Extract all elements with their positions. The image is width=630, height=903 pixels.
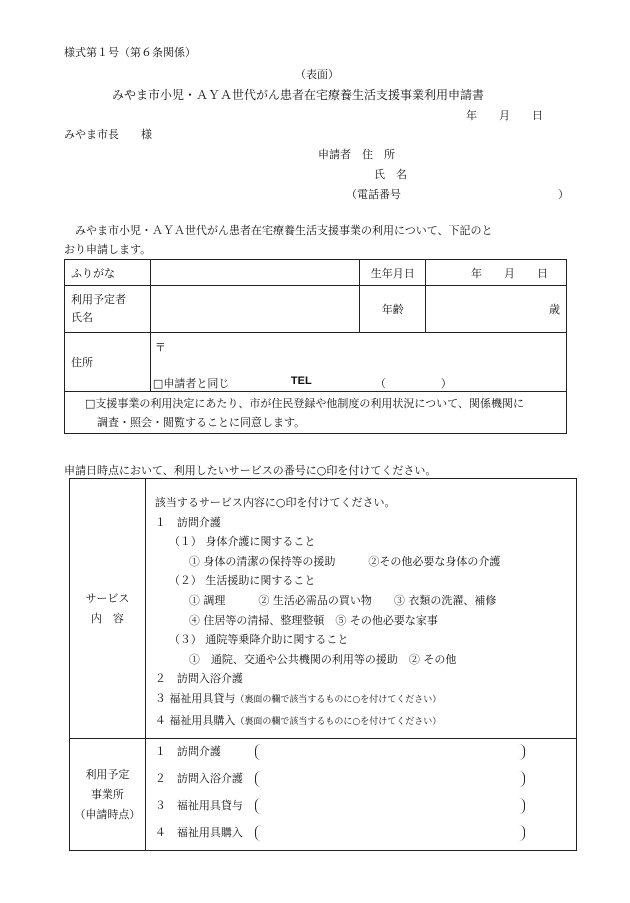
furigana-input-cell[interactable] [150,260,359,286]
service-sub-3[interactable]: （３） 通院等乗降介助に関すること [168,633,349,647]
form-number: 様式第１号（第６条関係） [64,46,196,59]
consent-text-1: □支援事業の利用決定にあたり、市が住民登録や他制度の利用状況について、関係機関に [85,396,524,410]
service-content-cell [145,479,576,739]
consent-text-2: 調査・照会・閲覧することに同意します。 [97,415,306,429]
provider-row-3 [155,796,576,823]
furigana-label-cell [65,260,151,286]
provider-name-field[interactable] [255,798,525,814]
provider-name-field[interactable] [255,771,525,787]
provider-name-field[interactable] [255,825,525,841]
provider-label-3: （申請時点） [74,807,141,821]
provider-row-label: 福祉用具貸与 [176,799,243,812]
date-line: 年 月 日 [466,109,543,122]
provider-row-label: 福祉用具購入 [176,826,243,839]
service-sub-1[interactable]: （１） 身体介護に関すること [168,535,316,549]
age-label: 年齢 [381,303,404,316]
provider-label-cell [70,739,146,851]
birthdate-value: 年 月 日 [471,266,548,280]
name-label-1: 利用予定者 [71,293,126,306]
applicant-phone-close: ） [558,188,569,201]
applicant-phone-label: （電話番号 [346,188,401,201]
provider-label-2: 事業所 [90,787,124,801]
tel-field[interactable]: （ ） [374,377,452,390]
applicant-info-table [64,259,567,434]
service-label-2: 内 容 [90,611,124,625]
rental-note: （裏面の欄で該当するものに○を付けてください） [235,694,442,705]
service-label-cell [70,479,146,739]
address-label: 住所 [71,356,93,369]
service-option-1[interactable]: ① 身体の清潔の保持等の援助 ②その他必要な身体の介護 [188,554,501,568]
provider-content-cell [145,739,576,851]
provider-row-num: ４ [154,826,166,839]
side-label: （表面） [295,68,339,81]
intro-text-line-2: おり申請します。 [64,243,152,256]
birthdate-input-cell[interactable] [426,260,567,286]
intro-text-line-1: みやま市小児・ＡＹＡ世代がん患者在宅療養生活支援事業の利用について、下記のと [64,224,493,237]
same-as-applicant-checkbox[interactable]: □申請者と同じ [152,377,230,390]
age-input-cell[interactable] [426,286,567,333]
applicant-address-label: 申請者 住 所 [318,148,395,161]
purchase-note: （裏面の欄で該当するものに○を付けてください） [235,716,442,727]
provider-row-label: 訪問入浴介護 [176,772,243,785]
provider-row-1 [155,742,576,769]
birthdate-label-cell [360,260,426,286]
provider-row-label: 訪問介護 [176,745,221,758]
provider-row-num: ２ [154,772,166,785]
service-option-4[interactable]: ① 通院、交通や公共機関の利用等の援助 ② その他 [188,652,457,666]
address-input-cell[interactable] [150,333,566,392]
provider-row-2 [155,769,576,796]
service-option-3[interactable]: ④ 住居等の清掃、整理整頓 ⑤ その他必要な家事 [188,613,438,627]
service-option-2[interactable]: ① 調理 ② 生活必需品の買い物 ③ 衣類の洗濯、補修 [188,593,497,607]
provider-name-field[interactable] [255,744,525,760]
service-item-4: ４ 福祉用具購入 [154,713,236,727]
consent-cell[interactable] [65,392,567,434]
age-unit: 歳 [549,303,560,316]
service-table [69,478,577,851]
provider-label-1: 利用予定 [85,767,130,781]
service-label-1: サービス [85,591,130,605]
service-item-4-row[interactable] [155,711,576,733]
provider-row-4 [155,823,576,850]
service-item-3: ３ 福祉用具貸与 [154,691,236,705]
page-title: みやま市小児・ＡＹＡ世代がん患者在宅療養生活支援事業利用申請書 [112,88,485,102]
provider-row-num: １ [154,745,166,758]
service-header: 該当するサービス内容に○印を付けてください。 [154,496,396,509]
age-label-cell [360,286,426,333]
name-input-cell[interactable] [150,286,359,333]
addressee: みやま市長 様 [64,128,152,141]
birthdate-label: 生年月日 [370,266,415,280]
provider-row-num: ３ [154,799,166,812]
furigana-label: ふりがな [71,266,115,280]
address-label-cell [65,333,151,392]
service-sub-2[interactable]: （２） 生活援助に関すること [168,574,316,588]
postal-mark: 〒 [154,341,166,354]
tel-label: TEL [290,375,312,387]
service-item-1[interactable]: １ 訪問介護 [154,515,221,529]
name-label-2: 氏名 [71,311,93,324]
applicant-name-label: 氏 名 [374,168,407,181]
name-label-cell [65,286,151,333]
service-item-3-row[interactable] [155,689,576,711]
service-instruction: 申請日時点において、利用したいサービスの番号に○印を付けてください。 [64,464,437,477]
service-item-2[interactable]: ２ 訪問入浴介護 [154,672,243,686]
